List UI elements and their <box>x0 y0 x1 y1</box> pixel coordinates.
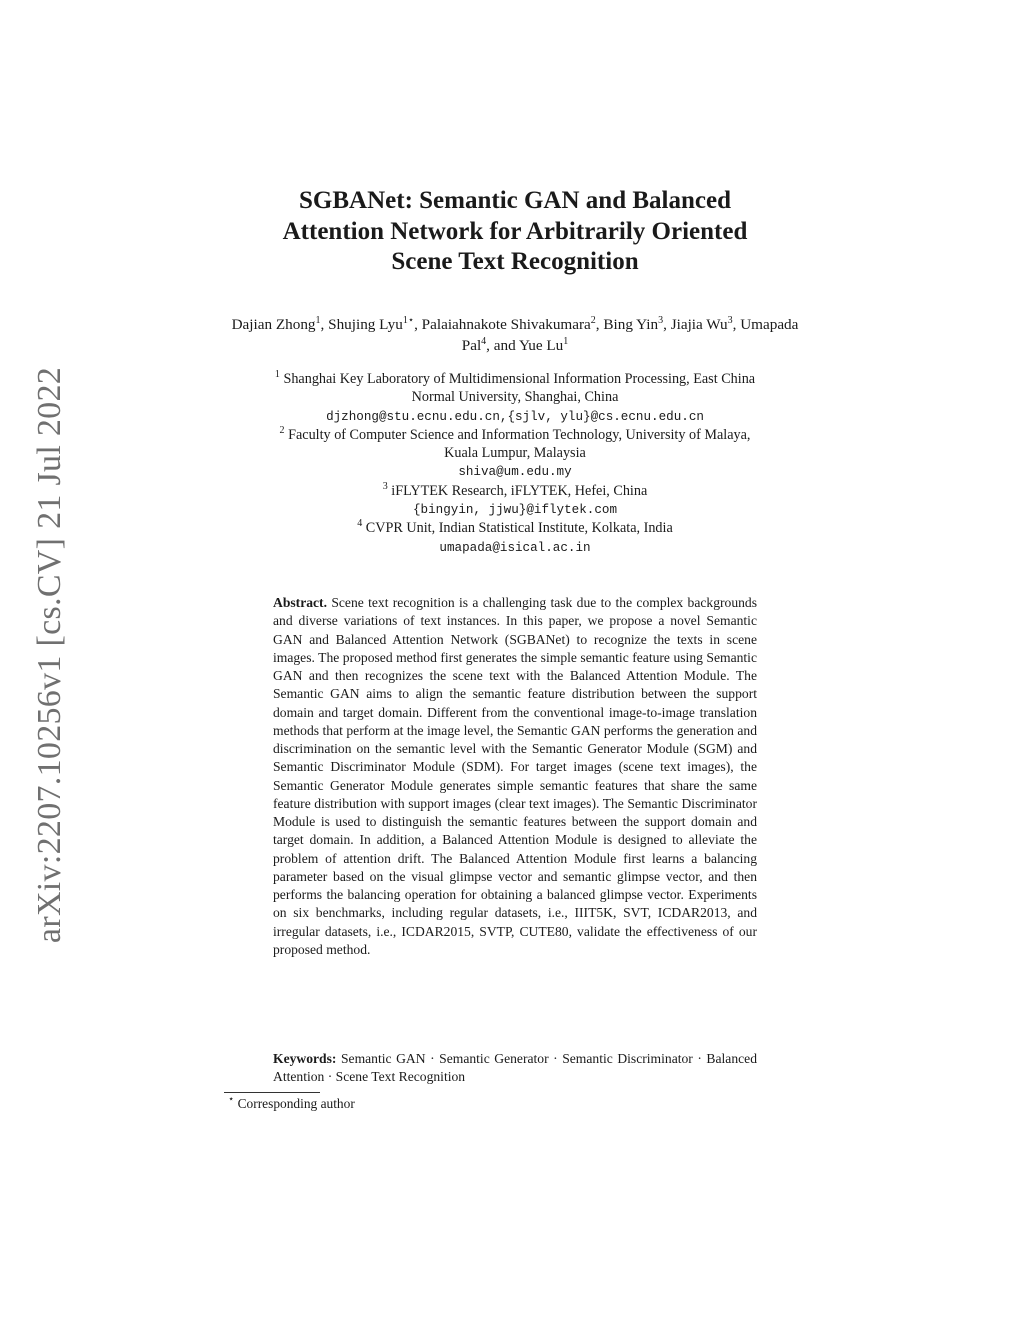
affiliation-mark: 2 <box>279 424 285 436</box>
affiliation-1 <box>220 370 810 426</box>
footnote-rule <box>224 1092 320 1093</box>
author-name: Shujing Lyu <box>328 316 403 333</box>
footnote <box>228 1096 355 1112</box>
affiliation-line: Faculty of Computer Science and Information Technology, University of Malaya, <box>288 426 751 443</box>
author-mark: 1 <box>315 315 321 326</box>
title-line-1: SGBANet: Semantic GAN and Balanced <box>299 187 731 214</box>
abstract <box>273 594 757 959</box>
arxiv-stamp <box>22 360 78 950</box>
paper-title <box>200 186 830 278</box>
author-name: Bing Yin <box>603 316 659 333</box>
affiliation-line: CVPR Unit, Indian Statistical Institute, Kolkata, India <box>365 520 673 537</box>
author-mark: 3 <box>727 315 733 326</box>
affiliation-email: umapada@isical.ac.in <box>439 540 591 555</box>
author-name: Palaiahnakote Shivakumara <box>421 316 591 333</box>
abstract-label: Abstract. <box>273 595 327 610</box>
keywords-label: Keywords: <box>273 1051 337 1066</box>
affiliation-3 <box>220 482 810 520</box>
affiliation-line: iFLYTEK Research, iFLYTEK, Hefei, China <box>391 482 648 499</box>
title-line-3: Scene Text Recognition <box>391 248 639 275</box>
keywords <box>273 1050 757 1087</box>
author-mark: 2 <box>590 315 596 326</box>
author-mark: 3 <box>658 315 664 326</box>
author-name: Umapada Pal <box>461 316 799 354</box>
abstract-text: Scene text recognition is a challenging task due to the complex backgrounds and diverse variations of text instances. In this paper, we propose a novel Semantic GAN and Balanced Attention Network (SGBANet) to recognize the texts in scene images. The proposed method first generates the simple semantic feature using Semantic GAN and then recognizes the scene text with the Balanced Attention Module. The Semantic GAN aims to align the semantic feature distribution between the support domain and target domain. Different from the conventional image-to-image translation methods that perform at the image level, the Semantic GAN performs the generation and discrimination on the semantic level with the Semantic Generator Module (SGM) and Semantic Discriminator Module (SDM). For target images (scene text images), the Semantic Generator Module generates simple semantic features that share the same feature distribution with support images (clear text images). The Semantic Discriminator Module is used to distinguish the semantic features between the support domain and target domain. In addition, a Balanced Attention Module is designed to alleviate the problem of attention drift. The Balanced Attention Module first learns a balancing parameter based on the visual glimpse vector and semantic glimpse vector, and then performs the balancing operation for obtaining a balanced glimpse vector. Experiments on six benchmarks, including regular datasets, i.e., IIIT5K, SVT, ICDAR2013, and irregular datasets, i.e., ICDAR2015, SVTP, CUTE80, validate the effectiveness of our proposed method. <box>273 595 758 957</box>
affiliation-mark: 1 <box>274 369 280 380</box>
author-mark: 1 <box>563 336 569 347</box>
author-mark: 4 <box>481 336 487 347</box>
affiliation-mark: 3 <box>382 480 388 492</box>
affiliation-2 <box>220 426 810 482</box>
author-name: Yue Lu <box>518 337 564 354</box>
author-list: Dajian Zhong$^1$, Shujing Lyu$^{1⋆}$, Palaiahnakote Shivakumara$^2$, Bing Yin$^3$, Jiajia Wu$^3$, Umapada Pal$^4$, and Yue Lu$^1$ <box>231 315 799 354</box>
author-mark: 1⋆ <box>402 315 415 326</box>
author-name: Jiajia Wu <box>670 316 728 333</box>
title-line-2: Attention Network for Arbitrarily Oriented <box>282 217 748 245</box>
affiliation-4 <box>220 519 810 557</box>
affiliation-line: Shanghai Key Laboratory of Multidimensional Information Processing, East China <box>283 371 756 387</box>
affiliation-line: Normal University, Shanghai, China <box>411 389 619 406</box>
affiliation-line: Kuala Lumpur, Malaysia <box>444 445 586 462</box>
arxiv-stamp-text: arXiv:2207.10256v1 [cs.CV] 21 Jul 2022 <box>31 366 68 944</box>
footnote-mark: ⋆ <box>228 1094 235 1105</box>
footnote-text: Corresponding author <box>237 1096 355 1111</box>
affiliation-email: {bingyin, jjwu}@iflytek.com <box>412 503 618 518</box>
author-name: Dajian Zhong <box>231 316 316 333</box>
affiliation-email: djzhong@stu.ecnu.edu.cn,{sjlv, ylu}@cs.ecnu.edu.cn <box>326 409 704 424</box>
keywords-text: Semantic GAN · Semantic Generator · Semantic Discriminator · Balanced Attention · Scene Text Recognition <box>273 1051 757 1085</box>
affiliation-list <box>220 370 810 557</box>
affiliation-email: shiva@um.edu.my <box>458 465 572 480</box>
affiliation-mark: 4 <box>357 518 363 530</box>
